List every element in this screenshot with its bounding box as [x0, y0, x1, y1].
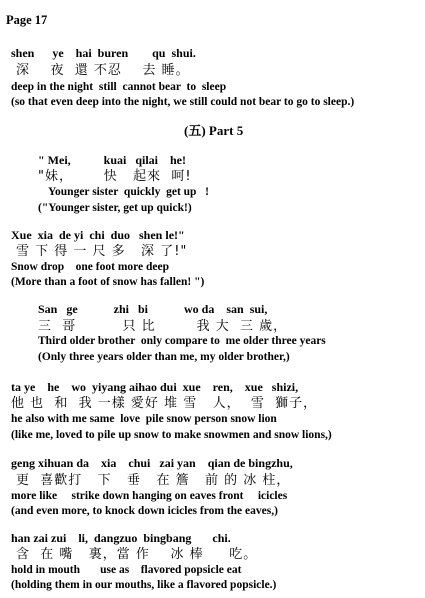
hanzi-line: "妹， 快 起來 呵!	[38, 169, 192, 184]
hanzi-line: 雪 下 得 一 尺 多 深 了!"	[16, 244, 188, 259]
translation-line: (Only three years older than me, my older brother,)	[38, 351, 290, 363]
pinyin-line: shen ye hai buren qu shui.	[11, 46, 196, 60]
translation-line: (and even more, to knock down icicles from the eaves,)	[11, 505, 278, 517]
hanzi-line: 他 也 和 我 一樣 愛好 堆 雪 人， 雪 獅子，	[11, 396, 318, 411]
pinyin-line: ta ye he wo yiyang aihao dui xue ren, xue shizi,	[11, 380, 299, 394]
english-gloss-line: deep in the night still cannot bear to sleep	[11, 81, 227, 93]
hanzi-line: 含 在 嘴 裏，當 作 冰 棒 吃。	[16, 547, 258, 562]
pinyin-line: geng xihuan da xia chui zai yan qian de bingzhu,	[11, 456, 293, 470]
pinyin-line: " Mei, kuai qilai he!	[38, 153, 187, 167]
english-gloss-line: Third older brother only compare to me older three years	[38, 335, 326, 347]
translation-line: (holding them in our mouths, like a flavored popsicle.)	[11, 579, 277, 591]
section-title: (五) Part 5	[184, 123, 244, 138]
english-gloss-line: hold in mouth use as flavored popsicle eat	[11, 564, 242, 576]
translation-line: ("Younger sister, get up quick!)	[38, 202, 192, 214]
pinyin-line: Xue xia de yi chi duo shen le!"	[11, 228, 185, 242]
english-gloss-line: Snow drop one foot more deep	[11, 261, 170, 273]
hanzi-line: 深 夜 還 不忍 去 睡。	[16, 63, 190, 78]
english-gloss-line: Younger sister quickly get up !	[48, 186, 209, 198]
hanzi-line: 更 喜歡打 下 垂 在 簷 前 的 冰 柱，	[16, 473, 291, 488]
pinyin-line: San ge zhi bi wo da san sui,	[38, 302, 268, 316]
hanzi-line: 三 哥 只 比 我 大 三 歲，	[38, 319, 288, 334]
pinyin-line: han zai zui li, dangzuo bingbang chi.	[11, 531, 231, 545]
translation-line: (More than a foot of snow has fallen! ")	[11, 276, 205, 288]
translation-line: (so that even deep into the night, we still could not bear to go to sleep.)	[11, 96, 355, 108]
english-gloss-line: more like strike down hanging on eaves front icicles	[11, 490, 288, 502]
page-number: Page 17	[6, 13, 48, 27]
english-gloss-line: he also with me same love pile snow person snow lion	[11, 413, 277, 425]
translation-line: (like me, loved to pile up snow to make snowmen and snow lions,)	[11, 429, 332, 441]
